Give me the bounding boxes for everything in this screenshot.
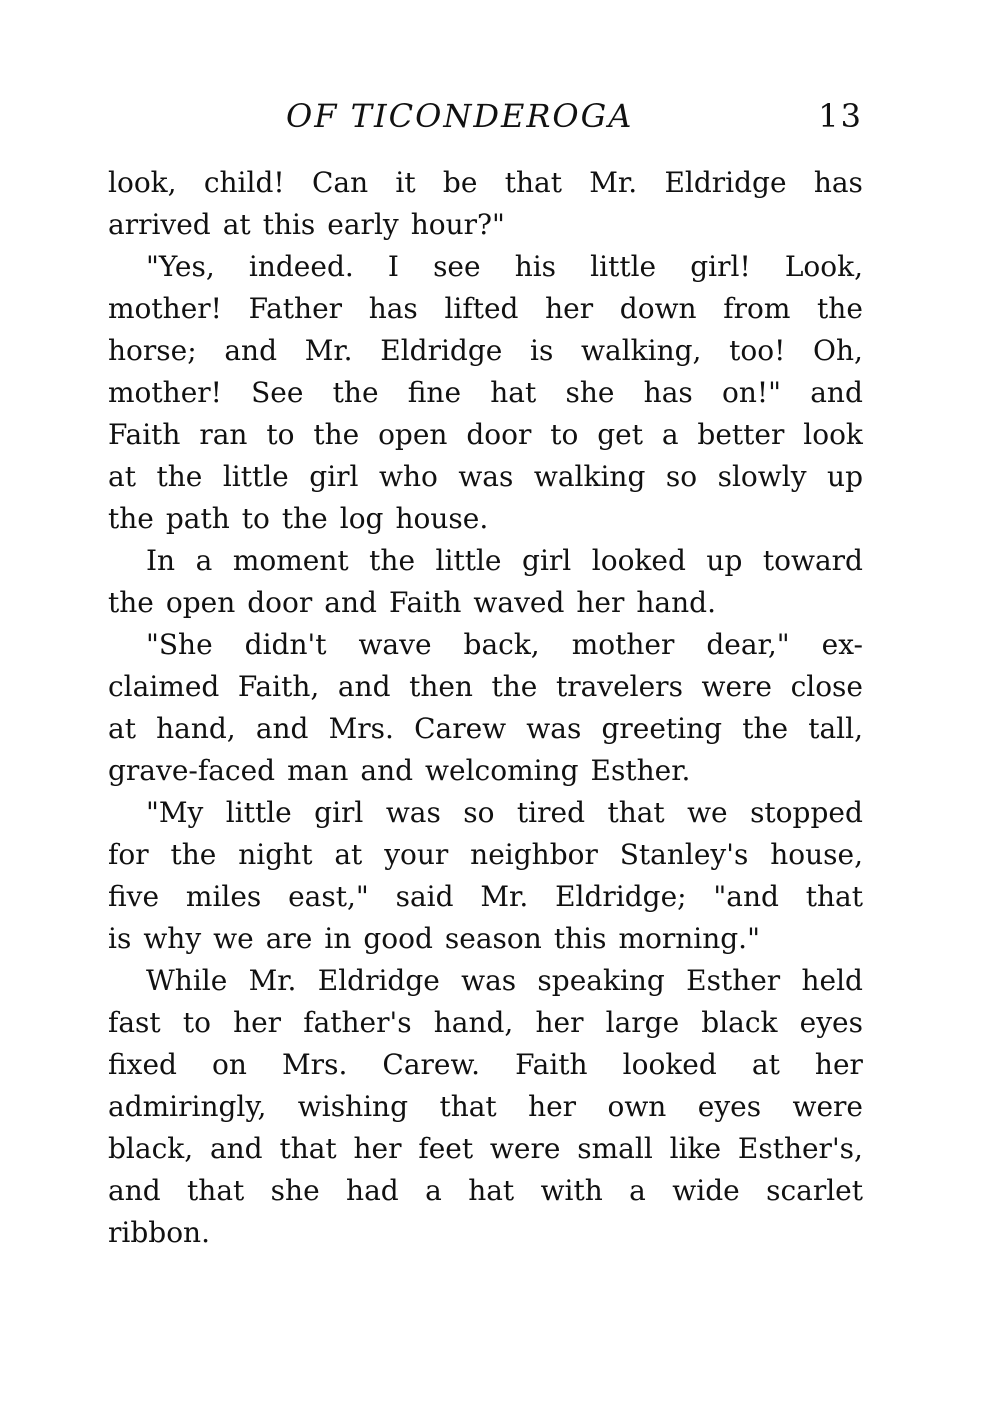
word: the [369, 544, 416, 577]
word: open [378, 418, 448, 451]
word: why [143, 922, 202, 955]
text-line [108, 540, 863, 582]
word: little [435, 544, 502, 577]
word: hat [490, 376, 537, 409]
word: down [619, 292, 697, 325]
word: back, [463, 628, 540, 661]
word: toward [762, 544, 863, 577]
word: hand, [156, 712, 236, 745]
text-line [108, 498, 863, 540]
word: admiringly, [108, 1090, 267, 1123]
word: tired [516, 796, 586, 829]
word: better [697, 418, 785, 451]
word: and [255, 712, 309, 745]
text-line [108, 288, 863, 330]
word: door [466, 418, 532, 451]
word: fixed [108, 1048, 177, 1081]
word: and [108, 1174, 161, 1207]
text-line [108, 246, 863, 288]
word: at [108, 712, 136, 745]
word: See [251, 376, 304, 409]
word: she [270, 1174, 320, 1207]
word: the [332, 376, 379, 409]
word: greeting [601, 712, 723, 745]
word: girl [314, 796, 364, 829]
word: hand. [636, 586, 716, 619]
word: look, [108, 166, 177, 199]
word: that [279, 1132, 337, 1165]
word: little [590, 250, 657, 283]
word: hand, [433, 1006, 514, 1039]
word: waved [473, 586, 565, 619]
word: and [209, 1132, 263, 1165]
word: her [353, 1132, 402, 1165]
word: Mr. [480, 880, 529, 913]
word: close [790, 670, 863, 703]
word: mother! [108, 292, 222, 325]
word: looked [591, 544, 686, 577]
text-line [108, 708, 863, 750]
word: Eldridge; [555, 880, 687, 913]
word: claimed [108, 670, 220, 703]
word: morning." [618, 922, 760, 955]
text-line [108, 414, 863, 456]
word: girl! [690, 250, 751, 283]
word: in [324, 922, 352, 955]
word: was [526, 712, 582, 745]
word: Carew [414, 712, 507, 745]
word: lifted [444, 292, 519, 325]
word: the [108, 502, 154, 535]
word: a [661, 418, 679, 451]
word: ran [199, 418, 248, 451]
word: wide [672, 1174, 740, 1207]
word: eyes [697, 1090, 762, 1123]
text-line [108, 960, 863, 1002]
word: mother! [108, 376, 222, 409]
word: the [156, 460, 203, 493]
word: has [643, 376, 693, 409]
word: east," [288, 880, 369, 913]
word: has [813, 166, 863, 199]
word: fast [108, 1006, 161, 1039]
word: a [629, 1174, 646, 1207]
word: "She [146, 628, 213, 661]
word: like [669, 1132, 722, 1165]
word: Look, [784, 250, 863, 283]
word: arrived [108, 208, 211, 241]
word: is [530, 334, 554, 367]
word: look [803, 418, 863, 451]
word: mother [571, 628, 675, 661]
word: Mrs. [328, 712, 394, 745]
word: the [108, 586, 154, 619]
word: Faith, [237, 670, 320, 703]
word: a [425, 1174, 442, 1207]
word: small [577, 1132, 653, 1165]
word: I [387, 250, 399, 283]
word: Esther. [590, 754, 691, 787]
word: and [337, 670, 391, 703]
text-line [108, 1212, 863, 1254]
word: that [187, 1174, 245, 1207]
word: black, [108, 1132, 194, 1165]
text-line [108, 876, 863, 918]
word: Mr. [304, 334, 353, 367]
word: father's [303, 1006, 412, 1039]
text-line [108, 1128, 863, 1170]
word: see [433, 250, 481, 283]
word: with [540, 1174, 603, 1207]
text-line [108, 204, 863, 246]
word: Eldridge [664, 166, 787, 199]
word: was [458, 460, 514, 493]
running-title: OF TICONDEROGA [286, 97, 634, 135]
word: Mr. [589, 166, 638, 199]
word: that [504, 166, 562, 199]
word: from [723, 292, 791, 325]
word: the [817, 292, 863, 325]
word: Mr. [248, 964, 297, 997]
word: at [222, 208, 251, 241]
word: stopped [750, 796, 863, 829]
word: we [687, 796, 728, 829]
word: the [491, 670, 538, 703]
word: and [810, 376, 863, 409]
word: to [550, 418, 579, 451]
word: at [751, 1048, 780, 1081]
word: is [108, 922, 132, 955]
word: "Yes, [146, 250, 215, 283]
text-line [108, 792, 863, 834]
word: path [165, 502, 230, 535]
word: your [384, 838, 449, 871]
word: grave-faced [108, 754, 276, 787]
text-line [108, 456, 863, 498]
word: indeed. [248, 250, 354, 283]
word: Mrs. [282, 1048, 348, 1081]
word: Stanley's [619, 838, 749, 871]
word: girl [309, 460, 359, 493]
word: her [576, 586, 625, 619]
word: Faith [515, 1048, 588, 1081]
word: wishing [297, 1090, 409, 1123]
word: was [385, 796, 441, 829]
word: early [327, 208, 399, 241]
word: walking [533, 460, 646, 493]
word: were [792, 1090, 863, 1123]
body-text [108, 162, 863, 1254]
word: season [444, 922, 542, 955]
word: her [528, 1090, 577, 1123]
word: her [814, 1048, 863, 1081]
word: man [287, 754, 349, 787]
word: While [146, 964, 228, 997]
word: be [442, 166, 478, 199]
word: the [313, 418, 360, 451]
word: that [805, 880, 863, 913]
word: had [346, 1174, 399, 1207]
word: little [225, 796, 292, 829]
word: were [701, 670, 772, 703]
word: that [607, 796, 665, 829]
text-line [108, 918, 863, 960]
text-line [108, 330, 863, 372]
word: we [213, 922, 254, 955]
text-line [108, 582, 863, 624]
word: who [378, 460, 438, 493]
word: didn't [244, 628, 327, 661]
word: this [262, 208, 316, 241]
word: eyes [799, 1006, 863, 1039]
word: In [146, 544, 176, 577]
word: held [801, 964, 863, 997]
page-number: 13 [818, 97, 863, 135]
word: has [368, 292, 418, 325]
word: then [409, 670, 473, 703]
word: her [233, 1006, 282, 1039]
word: Father [248, 292, 343, 325]
word: travelers [555, 670, 683, 703]
text-line [108, 666, 863, 708]
word: the [170, 838, 217, 871]
word: five [108, 880, 160, 913]
text-line [108, 1170, 863, 1212]
word: for [108, 838, 149, 871]
text-line [108, 750, 863, 792]
text-line [108, 1086, 863, 1128]
word: the [742, 712, 789, 745]
word: wave [358, 628, 432, 661]
word: miles [185, 880, 262, 913]
word: it [395, 166, 416, 199]
word: too! [729, 334, 786, 367]
word: little [222, 460, 289, 493]
word: ex- [821, 628, 863, 661]
word: dear," [706, 628, 790, 661]
word: good [363, 922, 433, 955]
word: open [165, 586, 236, 619]
word: ribbon. [108, 1216, 210, 1249]
word: tall, [808, 712, 863, 745]
word: to [266, 418, 295, 451]
word: Faith [108, 418, 181, 451]
word: night [238, 838, 313, 871]
word: fine [407, 376, 462, 409]
word: girl [522, 544, 572, 577]
word: hour?" [410, 208, 505, 241]
word: so [665, 460, 698, 493]
word: black [701, 1006, 778, 1039]
word: the [281, 502, 328, 535]
word: her [545, 292, 594, 325]
word: looked [622, 1048, 717, 1081]
word: his [514, 250, 557, 283]
word: walking, [581, 334, 702, 367]
word: so [463, 796, 495, 829]
word: house, [770, 838, 863, 871]
word: at [334, 838, 363, 871]
word: Esther [686, 964, 781, 997]
word: at [108, 460, 136, 493]
text-line [108, 624, 863, 666]
word: that [439, 1090, 497, 1123]
word: up [706, 544, 743, 577]
word: speaking [537, 964, 665, 997]
word: Carew. [382, 1048, 481, 1081]
text-line [108, 834, 863, 876]
word: and [224, 334, 277, 367]
word: log [339, 502, 384, 535]
word: Esther's, [737, 1132, 863, 1165]
word: Oh, [813, 334, 863, 367]
word: to [182, 1006, 211, 1039]
word: on [212, 1048, 247, 1081]
word: Faith [388, 586, 462, 619]
word: moment [232, 544, 349, 577]
word: a [195, 544, 213, 577]
word: neighbor [470, 838, 598, 871]
word: feet [418, 1132, 474, 1165]
word: to [241, 502, 270, 535]
word: "and [713, 880, 779, 913]
word: house. [395, 502, 489, 535]
word: door [247, 586, 313, 619]
word: her [535, 1006, 584, 1039]
word: Eldridge [380, 334, 503, 367]
text-line [108, 162, 863, 204]
word: was [461, 964, 517, 997]
text-line [108, 1002, 863, 1044]
word: and [324, 586, 377, 619]
word: welcoming [425, 754, 579, 787]
text-line [108, 1044, 863, 1086]
word: Eldridge [317, 964, 440, 997]
word: hat [468, 1174, 515, 1207]
word: horse; [108, 334, 197, 367]
word: get [597, 418, 643, 451]
word: "My [146, 796, 204, 829]
running-head [108, 93, 863, 139]
word: and [360, 754, 414, 787]
word: this [553, 922, 607, 955]
word: up [827, 460, 863, 493]
word: slowly [717, 460, 807, 493]
word: own [607, 1090, 667, 1123]
word: she [565, 376, 615, 409]
word: scarlet [766, 1174, 863, 1207]
text-line [108, 372, 863, 414]
word: were [489, 1132, 561, 1165]
word: large [605, 1006, 680, 1039]
word: said [395, 880, 454, 913]
word: on!" [721, 376, 782, 409]
word: Can [311, 166, 369, 199]
word: are [265, 922, 313, 955]
word: child! [203, 166, 285, 199]
